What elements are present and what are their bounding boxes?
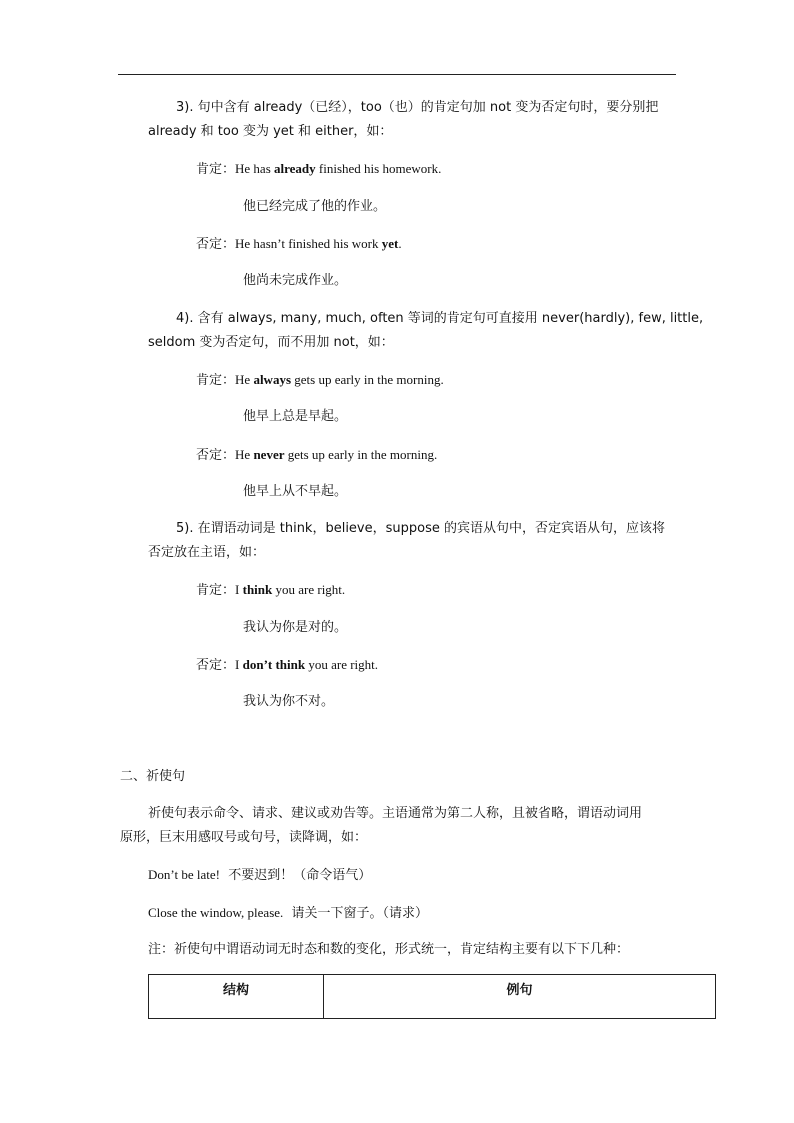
negative-label: 否定： — [196, 658, 236, 673]
example-text-post: you are right. — [272, 582, 346, 597]
positive-label: 肯定： — [196, 162, 236, 177]
rule5-negative-example — [196, 656, 378, 675]
positive-label: 肯定： — [196, 583, 236, 598]
rule4-positive-translation: 他早上总是早起。 — [243, 409, 348, 424]
structure-table — [148, 974, 716, 1019]
negative-label: 否定： — [196, 448, 236, 463]
example-chinese: 请关一下窗子。（请求） — [283, 906, 429, 921]
example-english: Don’t be late! — [148, 867, 220, 882]
rule5-line2: 否定放在主语，如： — [148, 545, 266, 560]
example-keyword: yet — [381, 236, 399, 251]
rule5-line1: 5). 在谓语动词是 think，believe，suppose 的宾语从句中，否定宾语从句，应该将 — [176, 521, 665, 536]
example-chinese: 不要迟到！（命令语气） — [219, 868, 372, 883]
section-desc-line1: 祈使句表示命令、请求、建议或劝告等。主语通常为第二人称，且被省略，谓语动词用 — [148, 806, 643, 821]
table-header-example: 例句 — [324, 975, 716, 1019]
example-text-post: you are right. — [305, 657, 379, 672]
rule4-line2: seldom 变为否定句，而不用加 not，如： — [148, 335, 394, 350]
example-english: Close the window, please. — [148, 905, 284, 920]
example-keyword: don’t think — [242, 657, 306, 672]
example-keyword: always — [253, 372, 291, 387]
example-text-post: finished his homework. — [315, 161, 442, 176]
example-keyword: never — [253, 447, 285, 462]
section-note: 注：祈使句中谓语动词无时态和数的变化，形式统一，肯定结构主要有以下下几种： — [148, 942, 630, 957]
table-header-structure: 结构 — [149, 975, 324, 1019]
example-text-post: gets up early in the morning. — [291, 372, 444, 387]
example-text-post: gets up early in the morning. — [284, 447, 438, 462]
example-text-pre: I — [235, 657, 243, 672]
positive-label: 肯定： — [196, 373, 236, 388]
example-text-pre: He hasn’t finished his work — [235, 236, 382, 251]
rule3-negative-translation: 他尚未完成作业。 — [243, 273, 348, 288]
example-text-pre: He — [235, 447, 254, 462]
rule3-positive-translation: 他已经完成了他的作业。 — [243, 199, 387, 214]
example-keyword: already — [274, 161, 316, 176]
rule3-line2: already 和 too 变为 yet 和 either，如： — [148, 124, 393, 139]
negative-label: 否定： — [196, 237, 236, 252]
example-text-pre: I — [235, 582, 243, 597]
rule5-negative-translation: 我认为你不对。 — [243, 694, 335, 709]
rule3-line1: 3). 句中含有 already（已经），too（也）的肯定句加 not 变为否定句时，要分别把 — [176, 100, 659, 115]
imperative-example-2 — [148, 904, 428, 923]
rule4-positive-example — [196, 371, 444, 390]
imperative-example-1 — [148, 866, 371, 885]
example-keyword: think — [242, 582, 273, 597]
example-text-pre: He has — [235, 161, 275, 176]
rule3-positive-example — [196, 160, 441, 179]
example-text-post: . — [398, 236, 402, 251]
rule5-positive-translation: 我认为你是对的。 — [243, 620, 348, 635]
example-text-pre: He — [235, 372, 254, 387]
section-desc-line2: 原形，巨末用感叹号或句号，读降调，如： — [120, 830, 368, 845]
rule4-negative-translation: 他早上从不早起。 — [243, 484, 348, 499]
rule4-line1: 4). 含有 always, many, much, often 等词的肯定句可直接用 never(hardly), few, little, — [176, 311, 704, 326]
table-header-row — [149, 975, 716, 1019]
rule4-negative-example — [196, 446, 437, 465]
rule5-positive-example — [196, 581, 345, 600]
rule3-negative-example — [196, 235, 402, 254]
header-rule — [118, 74, 676, 75]
section-heading: 二、祈使句 — [120, 769, 186, 784]
